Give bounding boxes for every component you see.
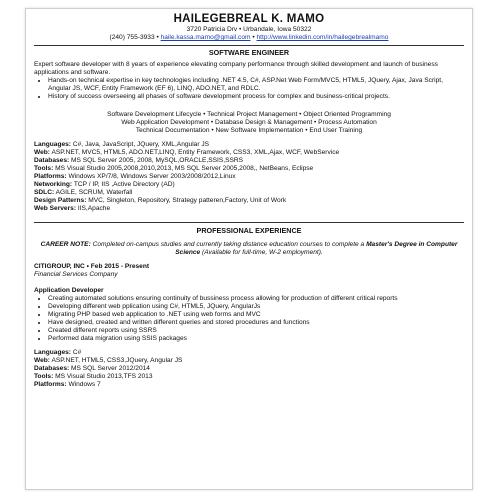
career-note-text: Completed on-campus studies and currently taking distance education courses to complete a	[92, 241, 365, 248]
job-bullet: • Developing different web pplication using C#, HTML5, JQuery, AngularJs	[48, 303, 464, 311]
resume-page	[25, 8, 473, 490]
summary-bullet: • Hands-on technical expertise in key technologies including .NET 4.5, C#, ASP.Net Web Form/MVC5, HTML5, JQuery, Ajax, Java Script, Angular JS, WCF, Entity Framework (EF 6), LINQ, ADO.NET, and RDLC.	[48, 77, 464, 93]
technical-skills	[34, 141, 464, 213]
skill-row: Platforms: Windows XP/7/8, Windows Server 2003/2008/2012,Linux	[34, 173, 236, 180]
contact-separator: •	[252, 34, 255, 41]
skill-row: Web Servers: IIS,Apache	[34, 205, 111, 212]
career-note-degree: Master's Degree in Computer Science	[175, 241, 458, 256]
job-bullet: • Migrating PHP based web application to .NET using web forms and MVC	[48, 311, 464, 319]
summary-paragraph: Expert software developer with 8 years of experience elevating company performance through skilled development and launch of business applications and software.	[34, 61, 438, 76]
job-skill-row: Tools: MS Visual Studio 2013,TFS 2013	[34, 373, 153, 380]
skill-row: Tools: MS Visual Studio 2005,2008,2010,2013, MS SQL Server 2005,2008,, NetBeans, Eclipse	[34, 165, 314, 172]
phone-number: (240) 755-3933 •	[109, 34, 159, 41]
job-skills	[34, 349, 464, 389]
job-role: Application Developer	[34, 287, 104, 294]
skill-row: SDLC: AGILE, SCRUM, Waterfall	[34, 189, 133, 196]
address-line: 3720 Patricia Drv • Urbandale, Iowa 50322	[186, 26, 312, 33]
experience-heading: PROFESSIONAL EXPERIENCE	[196, 226, 302, 235]
resume-content	[34, 13, 464, 389]
skill-row: Design Patterns: MVC, Singleton, Repository, Strategy patteren,Factory, Unit of Work	[34, 197, 287, 204]
competency-line: Technical Documentation • New Software Implementation • End User Training	[135, 127, 363, 134]
skill-row: Web: ASP.NET, MVC5, HTML5, ADO.NET,LINQ, Entity Framework, CSS3, XML,Ajax, WCF, WebService	[34, 149, 340, 156]
job-skill-row: Languages: C#	[34, 349, 82, 356]
summary-bullet-list	[34, 77, 464, 101]
summary-bullet: • History of success overseeing all phases of software development process for complex and business-critical projects.	[48, 93, 464, 101]
competencies	[34, 111, 464, 135]
email-link[interactable]: haile.kassa.mamo@gmail.com	[160, 34, 251, 41]
job-bullet-list	[34, 295, 464, 343]
competency-line: Web Application Development • Database Design & Management • Process Automation	[121, 119, 377, 126]
career-note-label: CAREER NOTE:	[40, 241, 91, 248]
candidate-name: HAILEGEBREAL K. MAMO	[173, 13, 325, 25]
skill-row: Databases: MS SQL Server 2005, 2008, MySQL,ORACLE,SSIS,SSRS	[34, 157, 244, 164]
experience-divider	[34, 222, 464, 223]
job-company-subtitle: Financial Services Company	[34, 271, 118, 278]
career-note-availability: (Available for full-time, W-2 employment).	[202, 249, 323, 256]
skill-row: Networking: TCP / IP, IIS ,Active Directory (AD)	[34, 181, 175, 188]
job-skill-row: Web: ASP.NET, HTML5, CSS3,JQuery, Angular JS	[34, 357, 183, 364]
job-skill-row: Databases: MS SQL Server 2012/2014	[34, 365, 150, 372]
job-bullet: • Creating automated solutions ensuring continuity of bussiness process allowing for production of different critical reports	[48, 295, 464, 303]
competency-line: Software Development Lifecycle • Technical Project Management • Object Oriented Programming	[107, 111, 391, 118]
header-divider	[34, 45, 464, 46]
job-bullet: • Performed data migration using SSIS packages	[48, 335, 464, 343]
job-company: CITIGROUP, INC • Feb 2015 - Present	[34, 263, 150, 270]
contact-line	[34, 34, 464, 42]
linkedin-link[interactable]: http://www.linkedin.com/in/hailegebrealmamo	[256, 34, 389, 41]
job-title-heading: SOFTWARE ENGINEER	[208, 48, 290, 57]
career-note	[34, 241, 464, 257]
job-bullet: • Have designed, created and written different queries and stored procedures and functions	[48, 319, 464, 327]
job-skill-row: Platforms: Windows 7	[34, 381, 101, 388]
skill-row: Languages: C#, Java, JavaScript, JQuery, XML,Angular JS	[34, 141, 210, 148]
job-bullet: • Created different reports using SSRS	[48, 327, 464, 335]
